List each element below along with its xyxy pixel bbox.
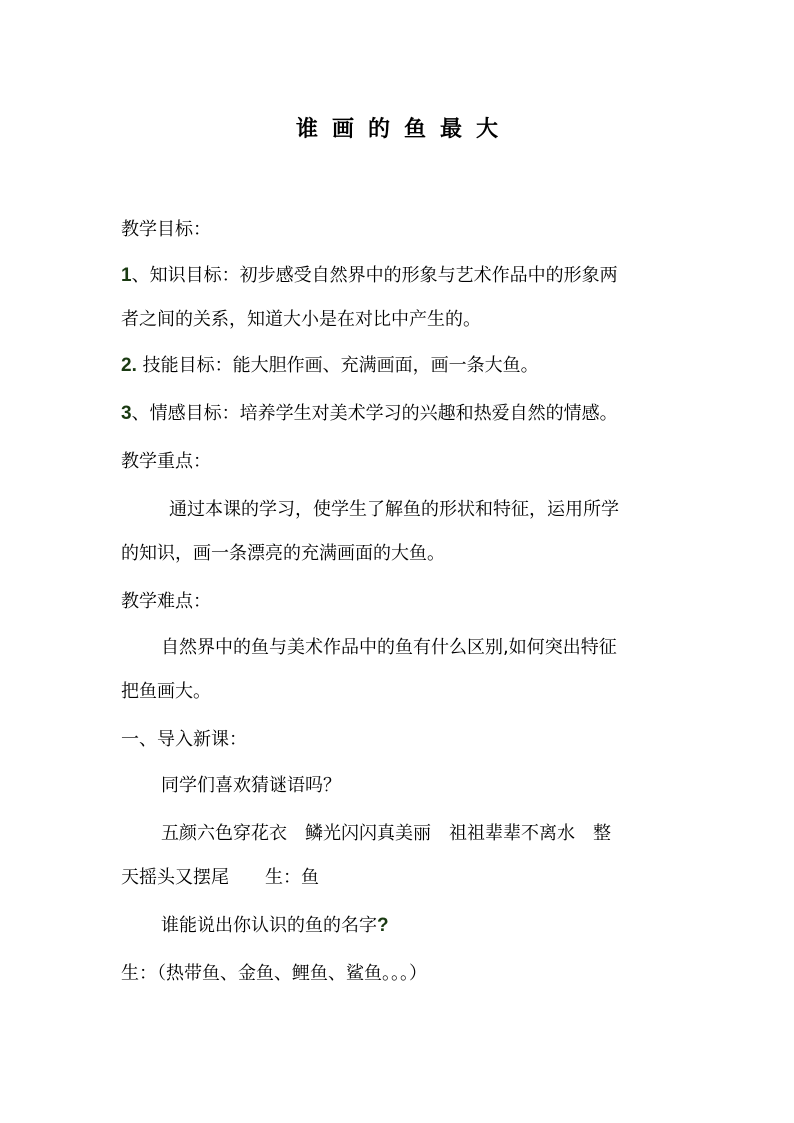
objective-2-number: 2 — [121, 355, 132, 376]
objectives-heading: 教学目标： — [121, 219, 211, 240]
key-points-line-2: 的知识，画一条漂亮的充满画面的大鱼。 — [121, 543, 445, 564]
difficulties-heading: 教学难点： — [121, 591, 211, 612]
objective-1-line-1 — [121, 260, 681, 292]
fish-name-question — [161, 910, 681, 942]
objective-1-text-1: 知识目标：初步感受自然界中的形象与艺术作品中的形象两 — [149, 265, 618, 286]
key-points-heading: 教学重点： — [121, 451, 211, 472]
riddle-line-2: 天摇头又摆尾 生：鱼 — [121, 867, 319, 888]
key-points-line-1: 通过本课的学习，使学生了解鱼的形状和特征，运用所学 — [169, 499, 619, 520]
objective-1-separator: 、 — [131, 265, 150, 286]
page-title: 谁画的鱼最大 — [295, 117, 512, 142]
objective-3 — [121, 398, 681, 430]
objective-3-text: 情感目标：培养学生对美术学习的兴趣和热爱自然的情感。 — [149, 403, 618, 424]
difficulties-line-2: 把鱼画大。 — [121, 681, 211, 702]
fish-name-question-text: 谁能说出你认识的鱼的名字 — [161, 915, 377, 936]
objective-3-number: 3 — [121, 403, 132, 424]
difficulties-line-1: 自然界中的鱼与美术作品中的鱼有什么区别,如何突出特征 — [161, 637, 617, 658]
objective-3-separator: 、 — [131, 403, 150, 424]
riddle-line-1: 五颜六色穿花衣 鳞光闪闪真美丽 祖祖辈辈不离水 整 — [161, 823, 611, 844]
objective-1-line-2: 者之间的关系，知道大小是在对比中产生的。 — [121, 309, 481, 330]
objective-2-separator: . — [131, 355, 137, 376]
riddle-question: 同学们喜欢猜谜语吗？ — [161, 775, 341, 796]
student-answer: 生：（热带鱼、金鱼、鲤鱼、鲨鱼。。。） — [121, 963, 427, 984]
objective-2-text: 技能目标：能大胆作画、充满画面，画一条大鱼。 — [142, 355, 539, 376]
section-1-heading: 一、导入新课： — [121, 729, 247, 750]
objective-1-number: 1 — [121, 265, 132, 286]
objective-2 — [121, 350, 681, 382]
fish-name-question-mark: ? — [377, 915, 389, 936]
